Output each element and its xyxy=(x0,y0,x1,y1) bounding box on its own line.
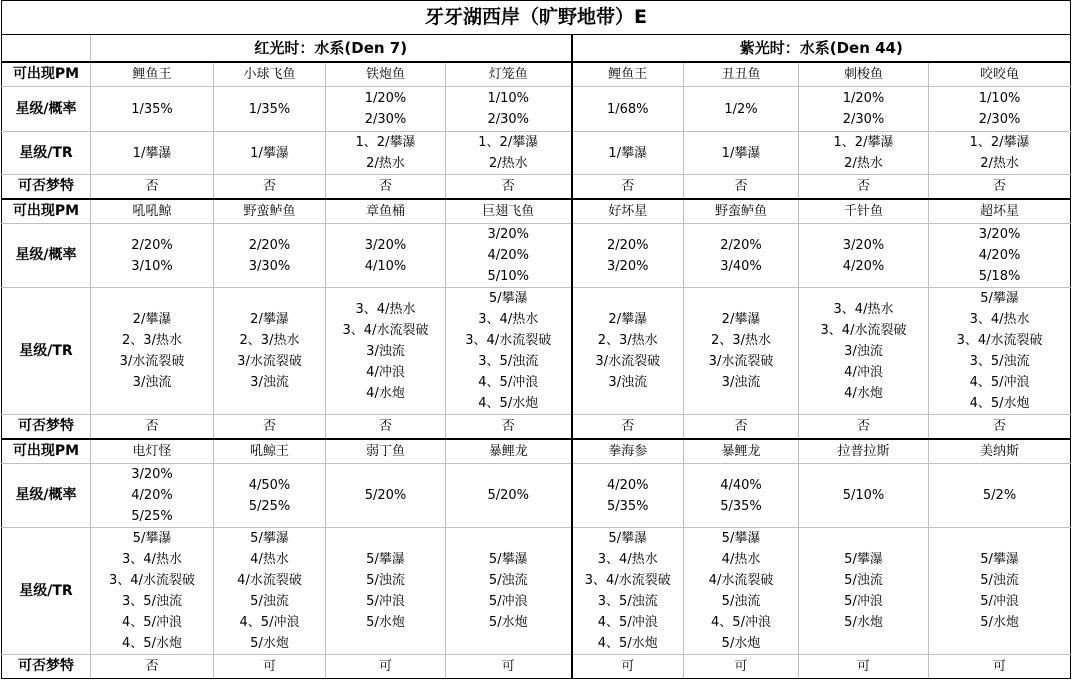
row-label-pm: 可出现PM xyxy=(2,439,91,464)
block-2-row-dream xyxy=(2,415,1071,440)
pokemon-name-cell-text: 暴鲤龙 xyxy=(488,444,528,459)
star-tr-cell-text: 1/攀瀑 xyxy=(250,145,289,161)
dream-feature-cell-text: 可 xyxy=(378,659,392,674)
row-label-prob: 星级/概率 xyxy=(2,224,91,288)
star-tr-cell xyxy=(91,132,214,175)
row-label-tr: 星级/TR xyxy=(2,288,91,415)
dream-feature-cell xyxy=(214,415,326,440)
star-probability-cell-text: 1/20% 2/30% xyxy=(842,91,885,127)
star-probability-cell xyxy=(799,87,929,132)
star-tr-cell-text: 1、2/攀瀑 2/热水 xyxy=(833,135,894,171)
pokemon-name-cell-text: 铁炮鱼 xyxy=(365,67,405,82)
pokemon-name-cell-text: 千针鱼 xyxy=(843,204,883,219)
dream-feature-cell-text: 否 xyxy=(262,419,276,434)
star-tr-cell-text: 2/攀瀑 2、3/热水 3/水流裂破 3/浊流 xyxy=(708,312,774,390)
pokemon-name-cell-text: 刺梭鱼 xyxy=(843,67,883,82)
dream-feature-cell xyxy=(214,175,326,200)
block-3-row-prob xyxy=(2,464,1071,528)
dream-feature-cell xyxy=(572,655,684,679)
star-probability-cell-text: 1/35% xyxy=(248,101,291,117)
pokemon-name-cell-text: 巨翅飞鱼 xyxy=(482,204,535,219)
dream-feature-cell xyxy=(91,175,214,200)
star-tr-cell xyxy=(684,132,799,175)
pokemon-name-cell-text: 拉普拉斯 xyxy=(837,444,890,459)
star-probability-cell-text: 5/10% xyxy=(842,488,885,503)
block-2-row-pm xyxy=(2,199,1071,224)
row-label-dream: 可否梦特 xyxy=(2,415,91,440)
star-probability-cell xyxy=(572,464,684,528)
star-tr-cell xyxy=(326,288,446,415)
star-probability-cell xyxy=(799,464,929,528)
star-probability-cell xyxy=(214,87,326,132)
dream-feature-cell-text: 否 xyxy=(734,179,748,194)
row-label-prob: 星级/概率 xyxy=(2,87,91,132)
dream-feature-cell xyxy=(799,655,929,679)
star-tr-cell xyxy=(929,288,1071,415)
star-probability-cell-text: 3/20% 4/20% 5/18% xyxy=(978,227,1021,284)
dream-feature-cell xyxy=(326,415,446,440)
star-tr-cell xyxy=(91,528,214,655)
star-probability-cell-text: 2/20% 3/20% xyxy=(606,237,649,274)
dream-feature-cell-text: 否 xyxy=(621,419,635,434)
dream-feature-cell-text: 否 xyxy=(145,419,159,434)
dream-feature-cell-text: 否 xyxy=(145,179,159,194)
row-label-prob: 星级/概率 xyxy=(2,464,91,528)
spawn-table xyxy=(1,0,1071,679)
star-tr-cell-text: 1、2/攀瀑 2/热水 xyxy=(355,135,416,171)
purple-light-header: 紫光时：水系(Den 44) xyxy=(572,35,1071,63)
dream-feature-cell-text: 可 xyxy=(501,659,515,674)
star-probability-cell-text: 3/20% 4/20% 5/10% xyxy=(487,227,530,284)
dream-feature-cell-text: 否 xyxy=(378,179,392,194)
pokemon-name-cell-text: 暴鲤龙 xyxy=(721,444,761,459)
star-probability-cell xyxy=(572,224,684,288)
block-1-row-pm xyxy=(2,62,1071,87)
star-tr-cell xyxy=(684,528,799,655)
star-tr-cell xyxy=(446,132,572,175)
row-label-pm: 可出现PM xyxy=(2,199,91,224)
pokemon-name-cell xyxy=(929,439,1071,464)
pokemon-name-cell xyxy=(684,199,799,224)
pokemon-name-cell-text: 野蛮鲈鱼 xyxy=(714,204,767,219)
dream-feature-cell-text: 否 xyxy=(501,419,515,434)
row-label-dream: 可否梦特 xyxy=(2,655,91,679)
dream-feature-cell xyxy=(929,175,1071,200)
dream-feature-cell xyxy=(446,415,572,440)
star-tr-cell-text: 1/攀瀑 xyxy=(608,145,648,161)
pokemon-name-cell xyxy=(799,62,929,87)
star-probability-cell xyxy=(214,464,326,528)
star-tr-cell xyxy=(326,132,446,175)
dream-feature-cell xyxy=(326,175,446,200)
star-probability-cell-text: 1/10% 2/30% xyxy=(487,91,530,127)
star-tr-cell xyxy=(214,288,326,415)
pokemon-name-cell xyxy=(446,439,572,464)
pokemon-name-cell xyxy=(326,439,446,464)
header-corner xyxy=(2,35,91,63)
dream-feature-cell xyxy=(326,655,446,679)
star-tr-cell xyxy=(799,132,929,175)
dream-feature-cell-text: 否 xyxy=(734,419,748,434)
star-tr-cell-text: 3、4/热水 3、4/水流裂破 3/浊流 4/冲浪 4/水炮 xyxy=(342,301,429,401)
pokemon-name-cell xyxy=(572,439,684,464)
pokemon-name-cell-text: 野蛮鲈鱼 xyxy=(243,204,296,219)
dream-feature-cell-text: 否 xyxy=(856,179,870,194)
red-light-header: 红光时：水系(Den 7) xyxy=(91,35,572,63)
star-probability-cell xyxy=(446,464,572,528)
dream-feature-cell xyxy=(929,655,1071,679)
star-probability-cell-text: 1/68% xyxy=(606,101,649,117)
star-probability-cell xyxy=(326,87,446,132)
block-3-row-pm xyxy=(2,439,1071,464)
dream-feature-cell xyxy=(446,175,572,200)
pokemon-name-cell xyxy=(799,199,929,224)
row-label-tr: 星级/TR xyxy=(2,132,91,175)
star-tr-cell xyxy=(572,288,684,415)
star-probability-cell-text: 3/20% 4/10% xyxy=(364,237,407,274)
pokemon-name-cell xyxy=(91,199,214,224)
pokemon-name-cell xyxy=(572,199,684,224)
star-probability-cell-text: 1/35% xyxy=(131,101,173,117)
star-probability-cell xyxy=(799,224,929,288)
dream-feature-cell-text: 可 xyxy=(856,659,870,674)
star-probability-cell-text: 2/20% 3/10% xyxy=(131,237,173,274)
star-probability-cell xyxy=(446,87,572,132)
star-probability-cell-text: 2/20% 3/30% xyxy=(248,237,291,274)
pokemon-name-cell xyxy=(326,199,446,224)
star-tr-cell-text: 2/攀瀑 2、3/热水 3/水流裂破 3/浊流 xyxy=(595,312,661,390)
star-probability-cell-text: 4/50% 5/25% xyxy=(248,477,291,514)
dream-feature-cell-text: 否 xyxy=(856,419,870,434)
dream-feature-cell xyxy=(684,655,799,679)
pokemon-name-cell-text: 吼鲸王 xyxy=(249,444,289,459)
star-probability-cell-text: 1/10% 2/30% xyxy=(978,91,1021,127)
pokemon-name-cell-text: 鲤鱼王 xyxy=(608,67,648,82)
dream-feature-cell xyxy=(572,175,684,200)
star-tr-cell xyxy=(214,528,326,655)
star-tr-cell xyxy=(572,528,684,655)
star-probability-cell-text: 5/2% xyxy=(982,488,1017,503)
star-tr-cell xyxy=(684,288,799,415)
star-tr-cell xyxy=(799,528,929,655)
dream-feature-cell-text: 否 xyxy=(501,179,515,194)
star-tr-cell-text: 1、2/攀瀑 2/热水 xyxy=(478,135,539,171)
pokemon-name-cell xyxy=(91,62,214,87)
block-1-row-prob xyxy=(2,87,1071,132)
star-probability-cell-text: 3/20% 4/20% xyxy=(842,237,885,274)
star-probability-cell-text: 1/20% 2/30% xyxy=(364,91,407,127)
star-tr-cell xyxy=(799,288,929,415)
dream-feature-cell-text: 可 xyxy=(621,659,635,674)
dream-feature-cell xyxy=(91,655,214,679)
block-2-row-prob xyxy=(2,224,1071,288)
star-tr-cell xyxy=(929,132,1071,175)
pokemon-name-cell xyxy=(326,62,446,87)
row-label-dream: 可否梦特 xyxy=(2,175,91,200)
pokemon-name-cell-text: 拳海参 xyxy=(608,444,648,459)
star-probability-cell xyxy=(684,87,799,132)
dream-feature-cell xyxy=(214,655,326,679)
dream-feature-cell-text: 否 xyxy=(262,179,276,194)
dream-feature-cell xyxy=(929,415,1071,440)
pokemon-name-cell xyxy=(799,439,929,464)
star-tr-cell xyxy=(929,528,1071,655)
star-probability-cell xyxy=(684,224,799,288)
star-tr-cell-text: 5/攀瀑 3、4/热水 3、4/水流裂破 3、5/浊流 4、5/冲浪 4、5/水炮 xyxy=(584,531,671,651)
star-probability-cell-text: 1/2% xyxy=(724,101,758,117)
star-probability-cell-text: 5/20% xyxy=(364,488,407,503)
star-probability-cell xyxy=(326,224,446,288)
dream-feature-cell-text: 否 xyxy=(378,419,392,434)
star-probability-cell-text: 5/20% xyxy=(487,488,530,503)
star-tr-cell-text: 5/攀瀑 4/热水 4/水流裂破 5/浊流 4、5/冲浪 5/水炮 xyxy=(708,531,774,651)
star-probability-cell xyxy=(684,464,799,528)
dream-feature-cell xyxy=(684,175,799,200)
star-tr-cell-text: 1/攀瀑 xyxy=(132,145,172,161)
star-probability-cell xyxy=(572,87,684,132)
block-3-row-tr xyxy=(2,528,1071,655)
pokemon-name-cell-text: 电灯怪 xyxy=(132,444,172,459)
pokemon-name-cell-text: 吼吼鲸 xyxy=(132,204,172,219)
star-tr-cell xyxy=(326,528,446,655)
pokemon-name-cell xyxy=(91,439,214,464)
star-tr-cell-text: 2/攀瀑 2、3/热水 3/水流裂破 3/浊流 xyxy=(119,312,185,390)
star-tr-cell-text: 5/攀瀑 3、4/热水 3、4/水流裂破 3、5/浊流 4、5/冲浪 4、5/水炮 xyxy=(956,291,1043,411)
block-1-row-dream xyxy=(2,175,1071,200)
dream-feature-cell-text: 可 xyxy=(262,659,276,674)
row-label-tr: 星级/TR xyxy=(2,528,91,655)
star-probability-cell xyxy=(91,87,214,132)
star-tr-cell-text: 5/攀瀑 3、4/热水 3、4/水流裂破 3、5/浊流 4、5/冲浪 4、5/水炮 xyxy=(465,291,552,411)
pokemon-name-cell xyxy=(684,62,799,87)
pokemon-name-cell-text: 好坏星 xyxy=(608,204,648,219)
star-tr-cell xyxy=(446,288,572,415)
pokemon-name-cell-text: 鲤鱼王 xyxy=(132,67,172,82)
block-3-row-dream xyxy=(2,655,1071,679)
pokemon-name-cell-text: 超坏星 xyxy=(980,204,1020,219)
star-tr-cell-text: 1、2/攀瀑 2/热水 xyxy=(969,135,1030,171)
dream-feature-cell xyxy=(91,415,214,440)
pokemon-name-cell xyxy=(929,199,1071,224)
star-tr-cell-text: 5/攀瀑 5/浊流 5/冲浪 5/水炮 xyxy=(980,552,1019,630)
dream-feature-cell-text: 否 xyxy=(145,659,159,674)
star-tr-cell xyxy=(91,288,214,415)
dream-feature-cell xyxy=(799,415,929,440)
dream-feature-cell-text: 可 xyxy=(734,659,748,674)
star-tr-cell xyxy=(572,132,684,175)
star-probability-cell-text: 2/20% 3/40% xyxy=(720,237,762,274)
pokemon-name-cell xyxy=(446,62,572,87)
pokemon-name-cell-text: 美纳斯 xyxy=(980,444,1020,459)
dream-feature-cell-text: 否 xyxy=(621,179,635,194)
pokemon-name-cell-text: 丑丑鱼 xyxy=(721,67,761,82)
dream-feature-cell xyxy=(572,415,684,440)
pokemon-name-cell-text: 小球飞鱼 xyxy=(243,67,296,82)
dream-feature-cell-text: 可 xyxy=(993,659,1007,674)
pokemon-name-cell xyxy=(446,199,572,224)
star-tr-cell-text: 5/攀瀑 5/浊流 5/冲浪 5/水炮 xyxy=(366,552,405,630)
star-tr-cell-text: 2/攀瀑 2、3/热水 3/水流裂破 3/浊流 xyxy=(237,312,302,390)
row-label-pm: 可出现PM xyxy=(2,62,91,87)
pokemon-name-cell xyxy=(214,439,326,464)
star-probability-cell-text: 4/20% 5/35% xyxy=(606,477,649,514)
star-probability-cell xyxy=(929,224,1071,288)
pokemon-name-cell-text: 咬咬龟 xyxy=(980,67,1020,82)
star-probability-cell xyxy=(929,464,1071,528)
star-probability-cell xyxy=(929,87,1071,132)
star-tr-cell-text: 5/攀瀑 4/热水 4/水流裂破 5/浊流 4、5/冲浪 5/水炮 xyxy=(237,531,302,651)
star-tr-cell-text: 3、4/热水 3、4/水流裂破 3/浊流 4/冲浪 4/水炮 xyxy=(820,301,907,401)
star-probability-cell xyxy=(326,464,446,528)
pokemon-name-cell xyxy=(214,62,326,87)
block-2-row-tr xyxy=(2,288,1071,415)
pokemon-name-cell-text: 灯笼鱼 xyxy=(488,67,528,82)
page-title: 牙牙湖西岸（旷野地带）E xyxy=(2,1,1071,35)
dream-feature-cell-text: 否 xyxy=(993,419,1007,434)
pokemon-name-cell xyxy=(572,62,684,87)
dream-feature-cell-text: 否 xyxy=(993,179,1007,194)
dream-feature-cell xyxy=(799,175,929,200)
star-tr-cell-text: 5/攀瀑 5/浊流 5/冲浪 5/水炮 xyxy=(488,552,528,630)
star-probability-cell xyxy=(446,224,572,288)
star-probability-cell-text: 4/40% 5/35% xyxy=(720,477,762,514)
star-probability-cell xyxy=(91,464,214,528)
star-tr-cell xyxy=(214,132,326,175)
pokemon-name-cell xyxy=(929,62,1071,87)
star-tr-cell-text: 5/攀瀑 5/浊流 5/冲浪 5/水炮 xyxy=(844,552,883,630)
pokemon-name-cell xyxy=(214,199,326,224)
pokemon-name-cell-text: 弱丁鱼 xyxy=(365,444,405,459)
star-probability-cell xyxy=(91,224,214,288)
pokemon-name-cell xyxy=(684,439,799,464)
dream-feature-cell xyxy=(446,655,572,679)
star-tr-cell-text: 1/攀瀑 xyxy=(721,145,761,161)
star-tr-cell-text: 5/攀瀑 3、4/热水 3、4/水流裂破 3、5/浊流 4、5/冲浪 4、5/水炮 xyxy=(109,531,195,651)
star-probability-cell xyxy=(214,224,326,288)
pokemon-name-cell-text: 章鱼桶 xyxy=(365,204,405,219)
block-1-row-tr xyxy=(2,132,1071,175)
star-tr-cell xyxy=(446,528,572,655)
dream-feature-cell xyxy=(684,415,799,440)
star-probability-cell-text: 3/20% 4/20% 5/25% xyxy=(131,467,173,524)
